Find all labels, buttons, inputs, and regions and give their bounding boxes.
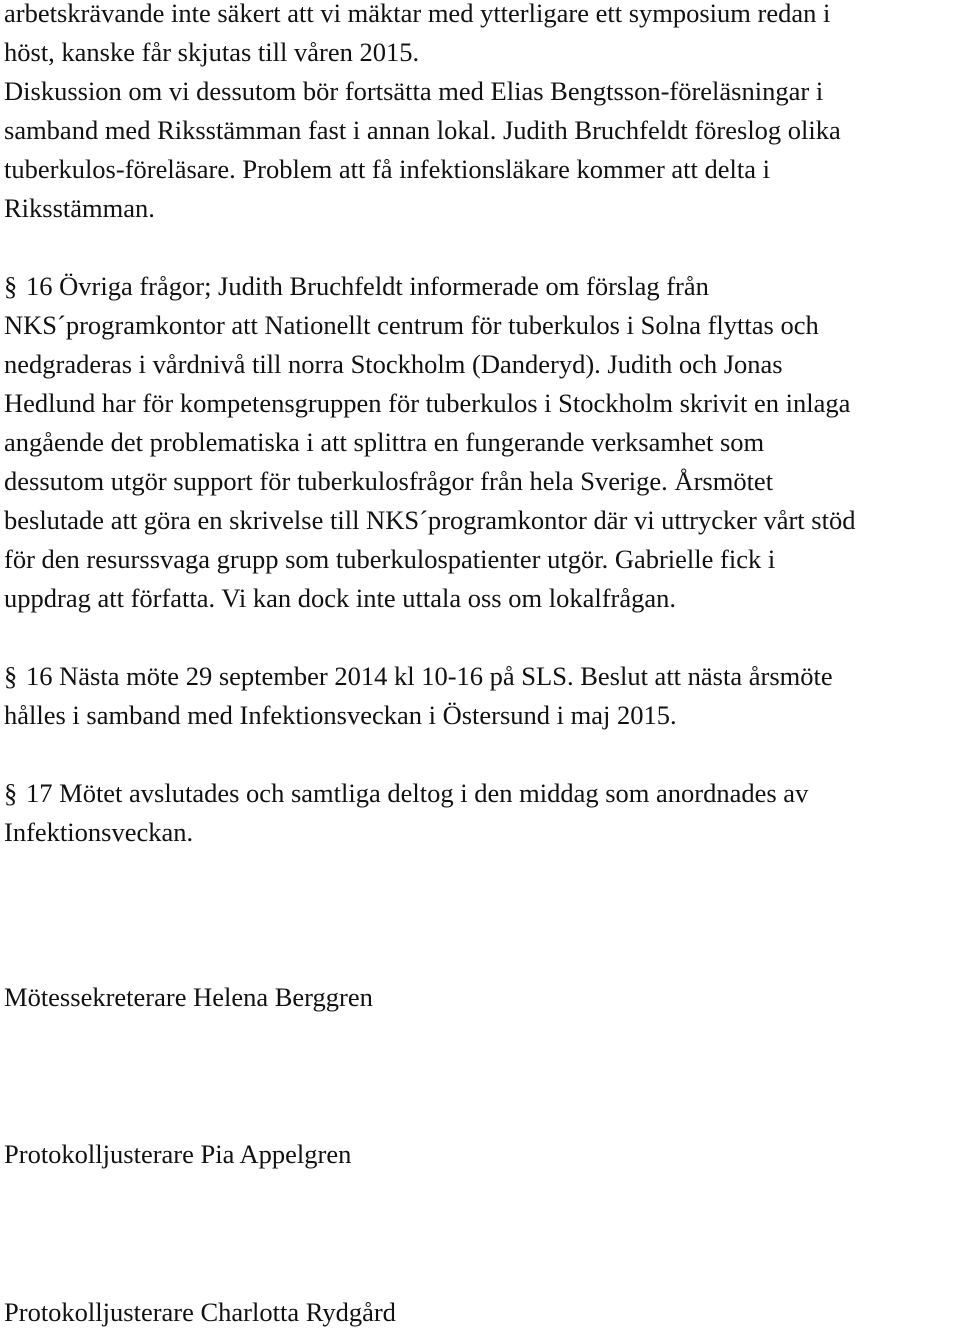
section-ovriga-fragor <box>4 267 960 618</box>
text-line: för den resurssvaga grupp som tuberkulospatienter utgör. Gabrielle fick i <box>4 544 776 574</box>
intro-paragraph <box>4 0 960 228</box>
text-line <box>4 267 960 306</box>
section-motet-avslutades <box>4 774 960 852</box>
secretary-signature: Mötessekreterare Helena Berggren <box>4 982 373 1012</box>
text-line <box>4 657 960 696</box>
text-line: arbetskrävande inte säkert att vi mäktar med ytterligare ett symposium redan i <box>4 0 831 28</box>
text-line: angående det problematiska i att splittra en fungerande verksamhet som <box>4 427 765 457</box>
text-line: nedgraderas i vårdnivå till norra Stockholm (Danderyd). Judith och Jonas <box>4 349 783 379</box>
text-line: Riksstämman. <box>4 193 155 223</box>
adjuster-signature-2: Protokolljusterare Charlotta Rydgård <box>4 1297 396 1327</box>
text-line: samband med Riksstämman fast i annan lokal. Judith Bruchfeldt föreslog olika <box>4 115 841 145</box>
section-marker-icon: § <box>4 778 18 808</box>
section-marker-icon: § <box>4 271 18 301</box>
text-line: Diskussion om vi dessutom bör fortsätta med Elias Bengtsson-föreläsningar i <box>4 76 824 106</box>
text-line: tuberkulos-föreläsare. Problem att få infektionsläkare kommer att delta i <box>4 154 771 184</box>
document-page <box>4 0 960 852</box>
text-line: beslutade att göra en skrivelse till NKS´programkontor där vi uttrycker vårt stöd <box>4 505 856 535</box>
section-nasta-mote <box>4 657 960 735</box>
text-line: uppdrag att författa. Vi kan dock inte uttala oss om lokalfrågan. <box>4 583 676 613</box>
text-line: hålles i samband med Infektionsveckan i Östersund i maj 2015. <box>4 700 677 730</box>
text-line: Hedlund har för kompetensgruppen för tuberkulos i Stockholm skrivit en inlaga <box>4 388 851 418</box>
section-first-line: 17 Mötet avslutades och samtliga deltog i den middag som anordnades av <box>26 778 809 808</box>
section-first-line: 16 Nästa möte 29 september 2014 kl 10-16 på SLS. Beslut att nästa årsmöte <box>26 661 833 691</box>
section-marker-icon: § <box>4 661 18 691</box>
text-line: Infektionsveckan. <box>4 817 194 847</box>
text-line: NKS´programkontor att Nationellt centrum för tuberkulos i Solna flyttas och <box>4 310 819 340</box>
section-first-line: 16 Övriga frågor; Judith Bruchfeldt informerade om förslag från <box>26 271 709 301</box>
adjuster-signature-1: Protokolljusterare Pia Appelgren <box>4 1139 352 1169</box>
text-line <box>4 774 960 813</box>
text-line: höst, kanske får skjutas till våren 2015. <box>4 37 420 67</box>
text-line: dessutom utgör support för tuberkulosfrågor från hela Sverige. Årsmötet <box>4 466 774 496</box>
